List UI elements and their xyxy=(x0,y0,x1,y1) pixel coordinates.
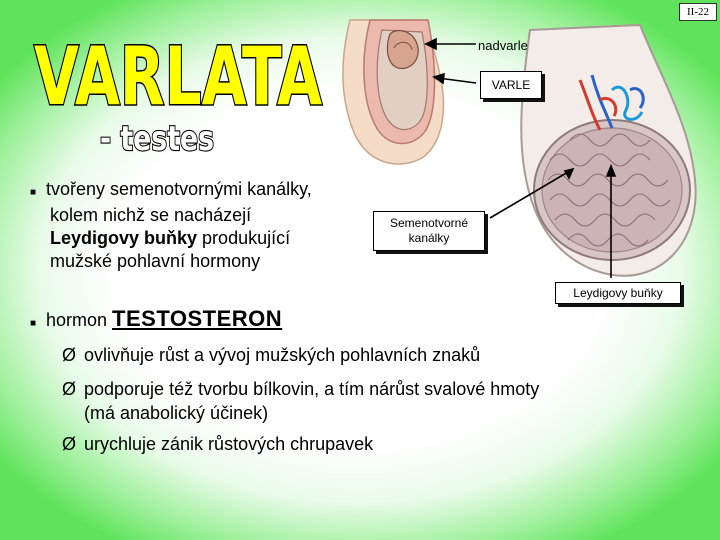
arrow-bullet-icon: Ø xyxy=(62,345,77,365)
arrow-bullet-icon: Ø xyxy=(62,434,77,454)
bullet1-bold: Leydigovy buňky xyxy=(50,228,198,248)
label-leydigovy-bunky: Leydigovy buňky xyxy=(555,282,681,304)
sub-bullet xyxy=(62,343,480,367)
slide-title xyxy=(30,30,330,123)
testis-illustration xyxy=(330,20,720,300)
bullet1-after-bold: produkující xyxy=(197,228,291,248)
bullet1-line2: kolem nichž se nacházejí xyxy=(50,205,252,225)
label-semenotvorne-kanalky: Semenotvorné kanálky xyxy=(373,211,485,251)
bullet2-prefix: hormon xyxy=(46,310,113,330)
bullet-structure xyxy=(30,178,360,273)
bullet-square-icon: ■ xyxy=(30,187,37,198)
bullet1-line4: mužské pohlavní hormony xyxy=(50,251,261,271)
slide-title-text: VARLATA xyxy=(34,30,323,123)
sub-bullet xyxy=(62,377,539,425)
label-varle: VARLE xyxy=(480,71,542,99)
bullet-hormone xyxy=(30,306,282,332)
slide-subtitle-text: - testes xyxy=(100,119,214,159)
sub-bullet-continuation: (má anabolický účinek) xyxy=(84,403,269,423)
sub-bullet-text: ovlivňuje růst a vývoj mužských pohlavních znaků xyxy=(84,345,481,365)
bullet1-line3 xyxy=(30,227,360,250)
page-number: II-22 xyxy=(679,3,717,21)
slide-subtitle xyxy=(98,118,218,158)
label-nadvarle: nadvarle xyxy=(478,38,528,53)
bullet1-line1: tvořeny semenotvornými kanálky, xyxy=(46,179,312,199)
sub-bullet-text: podporuje též tvorbu bílkovin, a tím nárůst svalové hmoty xyxy=(84,379,540,399)
bullet-square-icon: ■ xyxy=(30,318,37,329)
arrow-bullet-icon: Ø xyxy=(62,379,77,399)
hormone-name: TESTOSTERON xyxy=(112,306,283,331)
sub-bullet xyxy=(62,432,373,456)
sub-bullet-text: urychluje zánik růstových chrupavek xyxy=(84,434,374,454)
